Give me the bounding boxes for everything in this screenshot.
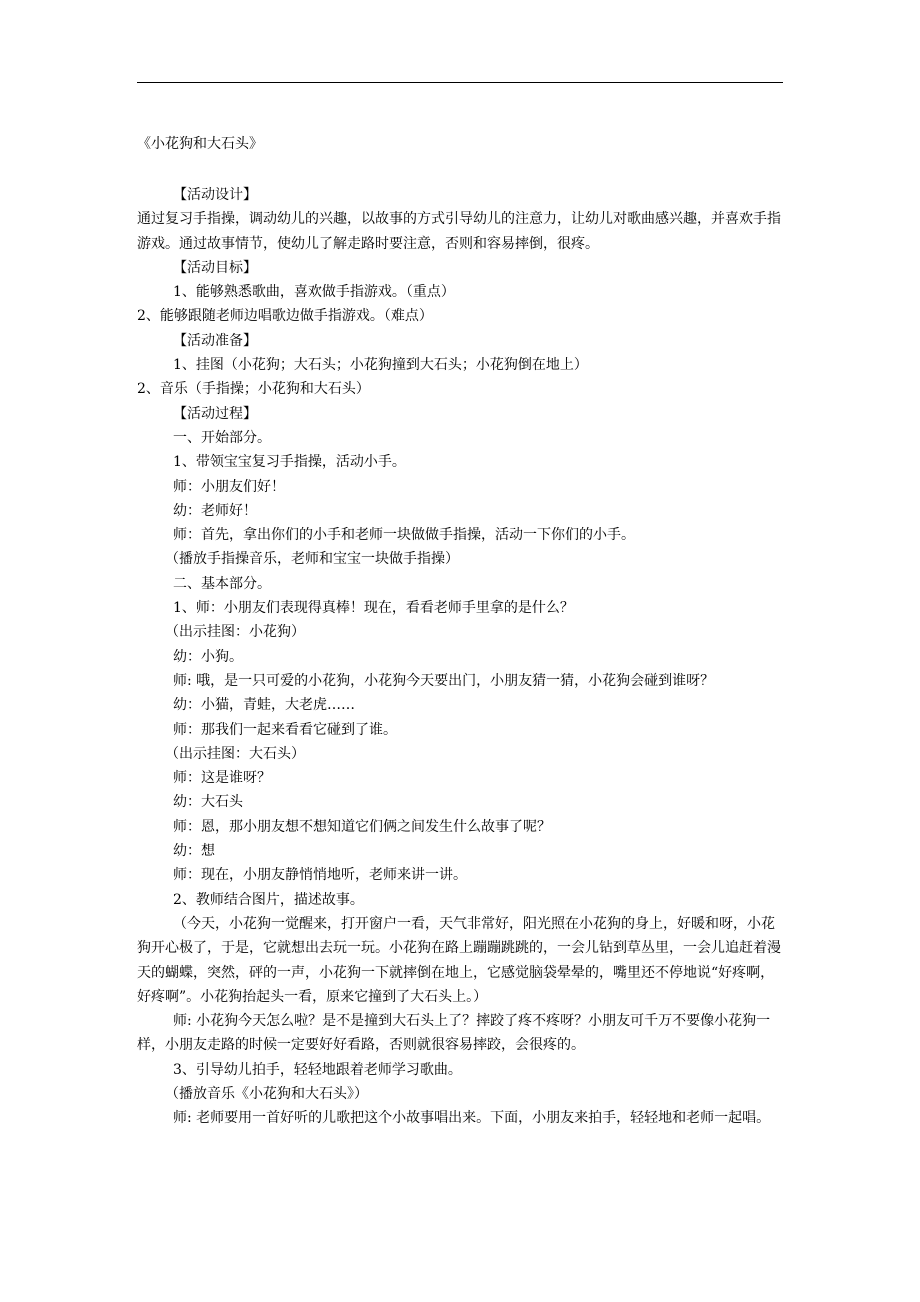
paragraph: 二、基本部分。 <box>173 575 271 592</box>
paragraph: 师：现在，小朋友静悄悄地听，老师来讲一讲。 <box>173 867 467 884</box>
paragraph: 幼：大石头 <box>173 794 243 811</box>
paragraph: 1、师：小朋友们表现得真棒！现在，看看老师手里拿的是什么？ <box>173 600 574 617</box>
paragraph: （今天，小花狗一觉醒来，打开窗户一看，天气非常好，阳光照在小花狗的身上，好暖和呀，小花狗开心极了，于是，它就想出去玩一玩。小花狗在路上蹦蹦跳跳的，一会儿钻到草丛里，一会儿追赶着漫天的蝴蝶，突然，砰的一声，小花狗一下就摔倒在地上，它感觉脑袋晕晕的，嘴里还不停地说“好疼啊，好疼啊”。小花狗抬起头一看，原来它撞到了大石头上。） <box>137 915 781 1005</box>
paragraph: 通过复习手指操，调动幼儿的兴趣，以故事的方式引导幼儿的注意力，让幼儿对歌曲感兴趣，并喜欢手指游戏。通过故事情节，使幼儿了解走路时要注意，否则和容易摔倒，很疼。 <box>137 211 781 252</box>
paragraph: 幼：小猫，青蛙，大老虎…… <box>173 697 355 714</box>
paragraph: 幼：小狗。 <box>173 648 243 665</box>
paragraph: 师: 小花狗今天怎么啦？是不是撞到大石头上了？摔跤了疼不疼呀？小朋友可千万不要像小花狗一样，小朋友走路的时候一定要好好看路，否则就很容易摔跤，会很疼的。 <box>137 1013 771 1054</box>
section-heading: 【活动过程】 <box>173 405 257 422</box>
paragraph: 一、开始部分。 <box>173 429 271 446</box>
paragraph: 师：这是谁呀？ <box>173 770 271 787</box>
document-body <box>137 183 787 1131</box>
header-rule <box>137 82 783 83</box>
paragraph: 1、挂图（小花狗；大石头；小花狗撞到大石头；小花狗倒在地上） <box>173 357 588 374</box>
paragraph: 幼：想 <box>173 843 215 860</box>
paragraph: 3、引导幼儿拍手，轻轻地跟着老师学习歌曲。 <box>173 1061 462 1078</box>
paragraph: 师：那我们一起来看看它碰到了谁。 <box>173 721 397 738</box>
paragraph: 2、音乐（手指操；小花狗和大石头） <box>137 381 370 398</box>
paragraph: 师: 老师要用一首好听的儿歌把这个小故事唱出来。下面，小朋友来拍手，轻轻地和老师一起唱。 <box>173 1110 771 1127</box>
paragraph: 师：首先，拿出你们的小手和老师一块做做手指操，活动一下你们的小手。 <box>173 527 635 544</box>
paragraph: 师：恩，那小朋友想不想知道它们俩之间发生什么故事了呢？ <box>173 818 551 835</box>
paragraph: 2、教师结合图片，描述故事。 <box>173 891 364 908</box>
paragraph: 师：小朋友们好！ <box>173 478 285 495</box>
section-heading: 【活动准备】 <box>173 332 257 349</box>
document-title: 《小花狗和大石头》 <box>137 136 263 152</box>
paragraph: （出示挂图：小花狗） <box>165 624 305 641</box>
paragraph: （播放手指操音乐，老师和宝宝一块做手指操） <box>165 551 459 568</box>
paragraph: 1、带领宝宝复习手指操，活动小手。 <box>173 454 406 471</box>
paragraph: 师: 哦，是一只可爱的小花狗，小花狗今天要出门，小朋友猜一猜，小花狗会碰到谁呀？ <box>173 672 715 689</box>
section-heading: 【活动目标】 <box>173 259 257 276</box>
section-heading: 【活动设计】 <box>173 187 257 203</box>
paragraph: 幼：老师好！ <box>173 502 257 519</box>
paragraph: 1、能够熟悉歌曲，喜欢做手指游戏。（重点） <box>173 284 455 301</box>
paragraph: （播放音乐《小花狗和大石头》） <box>165 1085 368 1102</box>
paragraph: 2、能够跟随老师边唱歌边做手指游戏。（难点） <box>137 308 433 325</box>
paragraph: （出示挂图：大石头） <box>165 745 305 762</box>
